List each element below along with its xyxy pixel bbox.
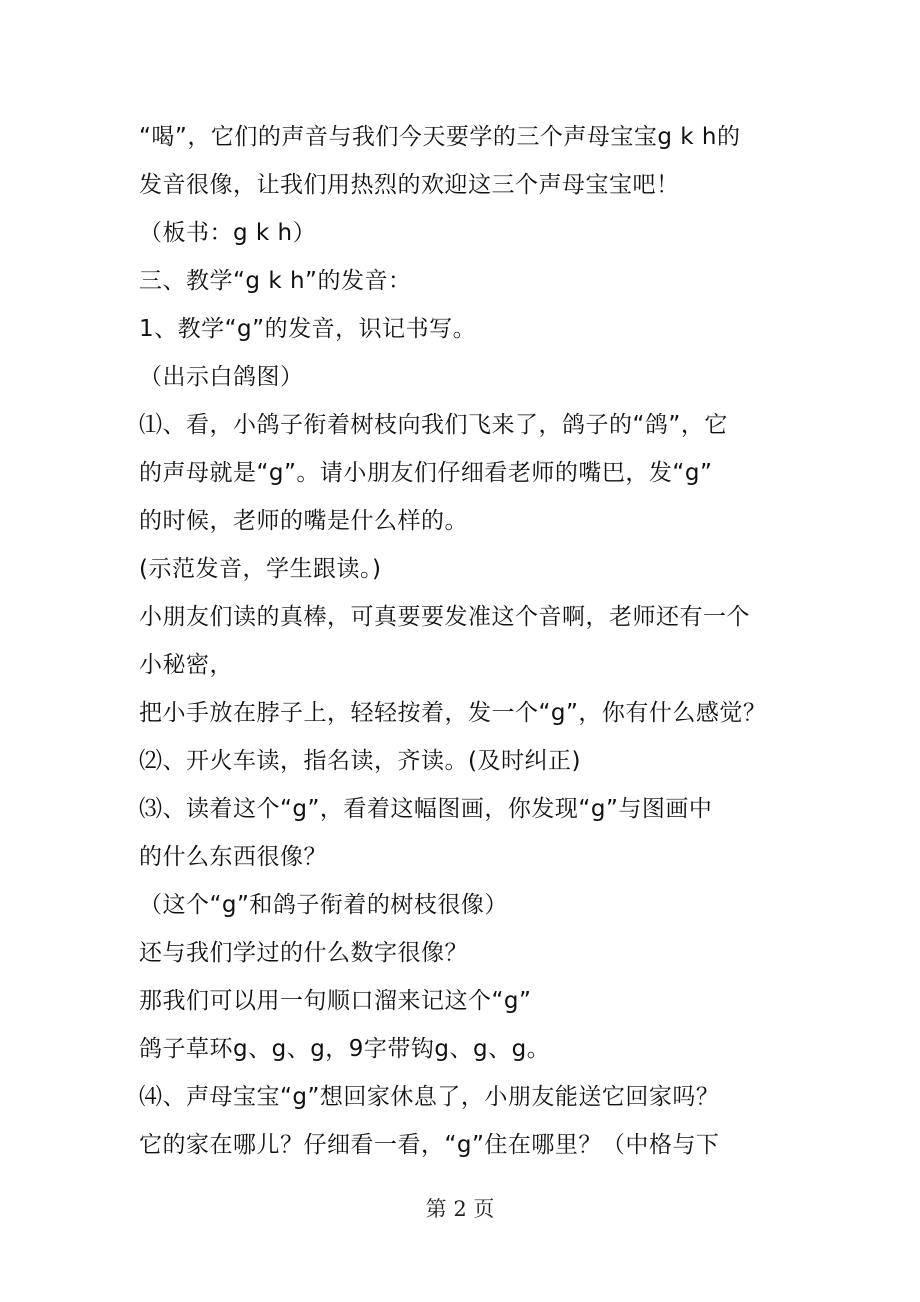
text-line: （出示白鸽图） bbox=[139, 364, 304, 390]
text-line: ⑷、声母宝宝“g”想回家休息了，小朋友能送它回家吗？ bbox=[139, 1084, 720, 1110]
section-heading: 三、教学“g k h”的发音： bbox=[139, 268, 412, 294]
text-line: 发音很像，让我们用热烈的欢迎这三个声母宝宝吧！ bbox=[139, 172, 680, 198]
text-line: 小朋友们读的真棒，可真要要发准这个音啊，老师还有一个 bbox=[139, 604, 750, 630]
text-line: 小秘密， bbox=[139, 652, 233, 678]
text-line: 把小手放在脖子上，轻轻按着，发一个“g”，你有什么感觉？ bbox=[139, 700, 767, 726]
text-line: （板书：g k h） bbox=[139, 220, 317, 246]
page-number: 第 2 页 bbox=[425, 1197, 495, 1221]
text-line: 还与我们学过的什么数字很像？ bbox=[139, 940, 468, 966]
text-line: 鸽子草环g、g、g，9字带钩g、g、g。 bbox=[139, 1036, 551, 1062]
text-line: 的时候，老师的嘴是什么样的。 bbox=[139, 508, 468, 534]
text-line: （这个“g”和鸽子衔着的树枝很像） bbox=[139, 892, 508, 918]
text-line: 的声母就是“g”。请小朋友们仔细看老师的嘴巴，发“g” bbox=[139, 460, 713, 486]
subsection-heading: 1、教学“g”的发音，识记书写。 bbox=[139, 316, 477, 342]
text-line: “喝”，它们的声音与我们今天要学的三个声母宝宝g k h的 bbox=[139, 124, 741, 150]
text-line: ⑴、看，小鸽子衔着树枝向我们飞来了，鸽子的“鸽”，它 bbox=[139, 412, 728, 438]
text-line: ⑵、开火车读，指名读，齐读。(及时纠正) bbox=[139, 748, 581, 774]
document-body bbox=[139, 113, 789, 1169]
text-line: 它的家在哪儿？仔细看一看，“g”住在哪里？（中格与下 bbox=[139, 1132, 720, 1158]
text-line: ⑶、读着这个“g”，看着这幅图画，你发现“g”与图画中 bbox=[139, 796, 713, 822]
text-line: 的什么东西很像？ bbox=[139, 844, 327, 870]
text-line: 那我们可以用一句顺口溜来记这个“g” bbox=[139, 988, 532, 1014]
text-line: (示范发音，学生跟读。) bbox=[139, 556, 382, 582]
